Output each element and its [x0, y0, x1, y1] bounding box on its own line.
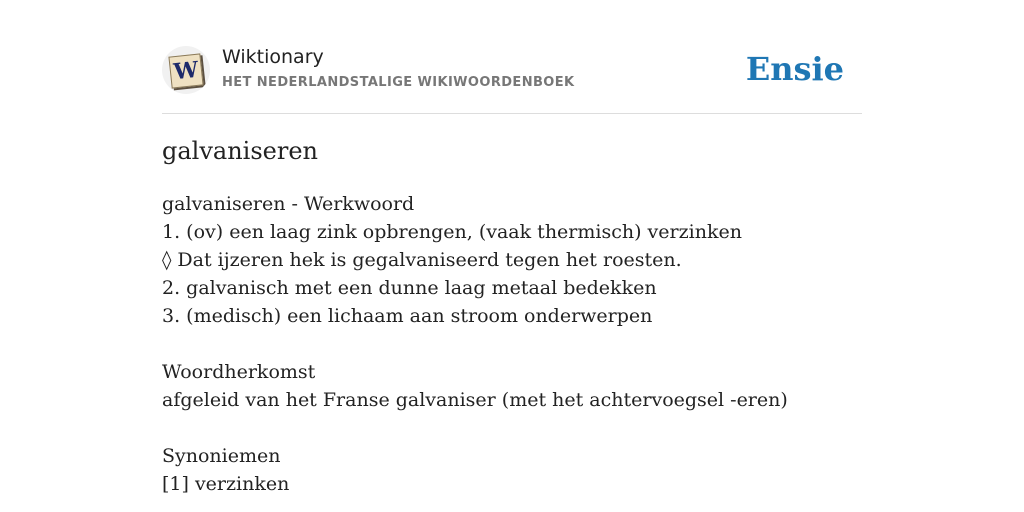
entry-heading: galvaniseren - Werkwoord [162, 193, 415, 215]
entry-content [162, 190, 862, 498]
synonyms-text: [1] verzinken [162, 473, 290, 495]
spacer [162, 414, 862, 442]
site-name-link[interactable]: Wiktionary [222, 46, 324, 68]
synonyms-heading: Synoniemen [162, 445, 281, 467]
definition-1: 1. (ov) een laag zink opbrengen, (vaak thermisch) verzinken [162, 221, 742, 243]
definition-3: 3. (medisch) een lichaam aan stroom onderwerpen [162, 305, 653, 327]
spacer [162, 330, 862, 358]
ensie-logo-link[interactable]: Ensie [745, 50, 844, 88]
etymology-heading: Woordherkomst [162, 361, 316, 383]
page-title: galvaniseren [162, 137, 318, 165]
wiktionary-logo[interactable] [162, 46, 210, 94]
logo-tile-icon: W [168, 53, 203, 88]
definition-2: 2. galvanisch met een dunne laag metaal bedekken [162, 277, 657, 299]
definition-example: ◊ Dat ijzeren hek is gegalvaniseerd tegen het roesten. [162, 249, 682, 271]
etymology-text: afgeleid van het Franse galvaniser (met het achtervoegsel -eren) [162, 389, 788, 411]
site-tagline: HET NEDERLANDSTALIGE WIKIWOORDENBOEK [222, 75, 575, 90]
header-divider [162, 113, 862, 114]
site-header [162, 46, 862, 98]
